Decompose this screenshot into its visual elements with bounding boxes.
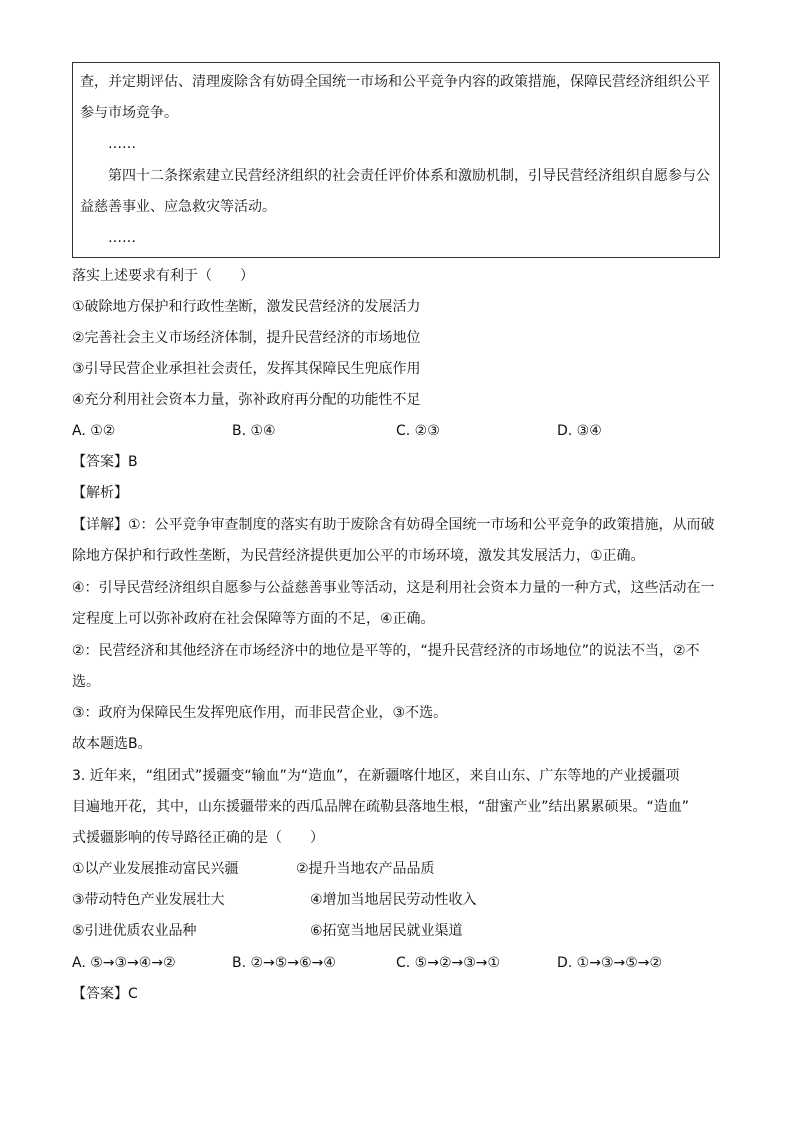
- question-stem: 目遍地开花，其中，山东援疆带来的西瓜品牌在疏勒县落地生根，“甜蜜产业”结出累累硕果。“造血”: [72, 799, 690, 815]
- statement-item: ①破除地方保护和行政性垄断，激发民营经济的发展活力: [72, 299, 421, 315]
- choice-a: A. ⑤→③→④→②: [72, 955, 176, 971]
- statement-item: ①以产业发展推动富民兴疆: [72, 861, 239, 877]
- statement-item: ④充分利用社会资本力量，弥补政府再分配的功能性不足: [72, 392, 421, 408]
- answer-label: 【答案】C: [72, 986, 138, 1002]
- statement-item: ③引导民营企业承担社会责任，发挥其保障民生兜底作用: [72, 361, 421, 377]
- question-stem: 落实上述要求有利于（ ）: [72, 268, 254, 284]
- statement-item: ②完善社会主义市场经济体制，提升民营经济的市场地位: [72, 330, 421, 346]
- choice-d: D. ③④: [557, 423, 602, 439]
- explanation-line: 【详解】①：公平竞争审查制度的落实有助于废除含有妨碍全国统一市场和公平竞争的政策措施，从而破: [72, 517, 715, 533]
- boxed-text-line: 参与市场竞争。: [80, 105, 178, 121]
- analysis-label: 【解析】: [72, 485, 128, 501]
- boxed-ellipsis: ……: [108, 136, 136, 152]
- explanation-line: 除地方保护和行政性垄断，为民营经济提供更加公平的市场环境，激发其发展活力，①正确。: [72, 548, 645, 564]
- choice-d: D. ①→③→⑤→②: [557, 955, 663, 971]
- statement-item: ④增加当地居民劳动性收入: [310, 892, 477, 908]
- explanation-line: ③：政府为保障民生发挥兜底作用，而非民营企业，③不选。: [72, 705, 448, 721]
- choice-c: C. ②③: [396, 423, 440, 439]
- conclusion-line: 故本题选B。: [72, 736, 152, 752]
- boxed-text-line: 益慈善事业、应急救灾等活动。: [80, 199, 276, 215]
- question-stem: 3. 近年来，“组团式”援疆变“输血”为“造血”，在新疆喀什地区，来自山东、广东等地的产业援疆项: [72, 768, 680, 784]
- boxed-text-line: 查，并定期评估、清理废除含有妨碍全国统一市场和公平竞争内容的政策措施，保障民营经济组织公平: [80, 74, 710, 90]
- choice-b: B. ①④: [232, 423, 276, 439]
- choice-c: C. ⑤→②→③→①: [396, 955, 501, 971]
- explanation-line: ②：民营经济和其他经济在市场经济中的地位是平等的，“提升民营经济的市场地位”的说法不当，②不: [72, 643, 700, 659]
- question-stem: 式援疆影响的传导路径正确的是（ ）: [72, 830, 324, 846]
- choice-b: B. ②→⑤→⑥→④: [232, 955, 336, 971]
- explanation-line: ④：引导民营经济组织自愿参与公益慈善事业等活动，这是利用社会资本力量的一种方式，这些活动在一: [72, 580, 715, 596]
- statement-item: ②提升当地农产品品质: [296, 861, 435, 877]
- boxed-text-line: 第四十二条探索建立民营经济组织的社会责任评价体系和激励机制，引导民营经济组织自愿参与公: [108, 168, 710, 184]
- statement-item: ③带动特色产业发展壮大: [72, 892, 225, 908]
- explanation-line: 定程度上可以弥补政府在社会保障等方面的不足，④正确。: [72, 611, 435, 627]
- choice-a: A. ①②: [72, 423, 116, 439]
- statement-item: ⑤引进优质农业品种: [72, 923, 197, 939]
- explanation-line: 选。: [72, 674, 100, 690]
- boxed-ellipsis: ……: [108, 230, 136, 246]
- statement-item: ⑥拓宽当地居民就业渠道: [310, 923, 463, 939]
- answer-label: 【答案】B: [72, 454, 138, 470]
